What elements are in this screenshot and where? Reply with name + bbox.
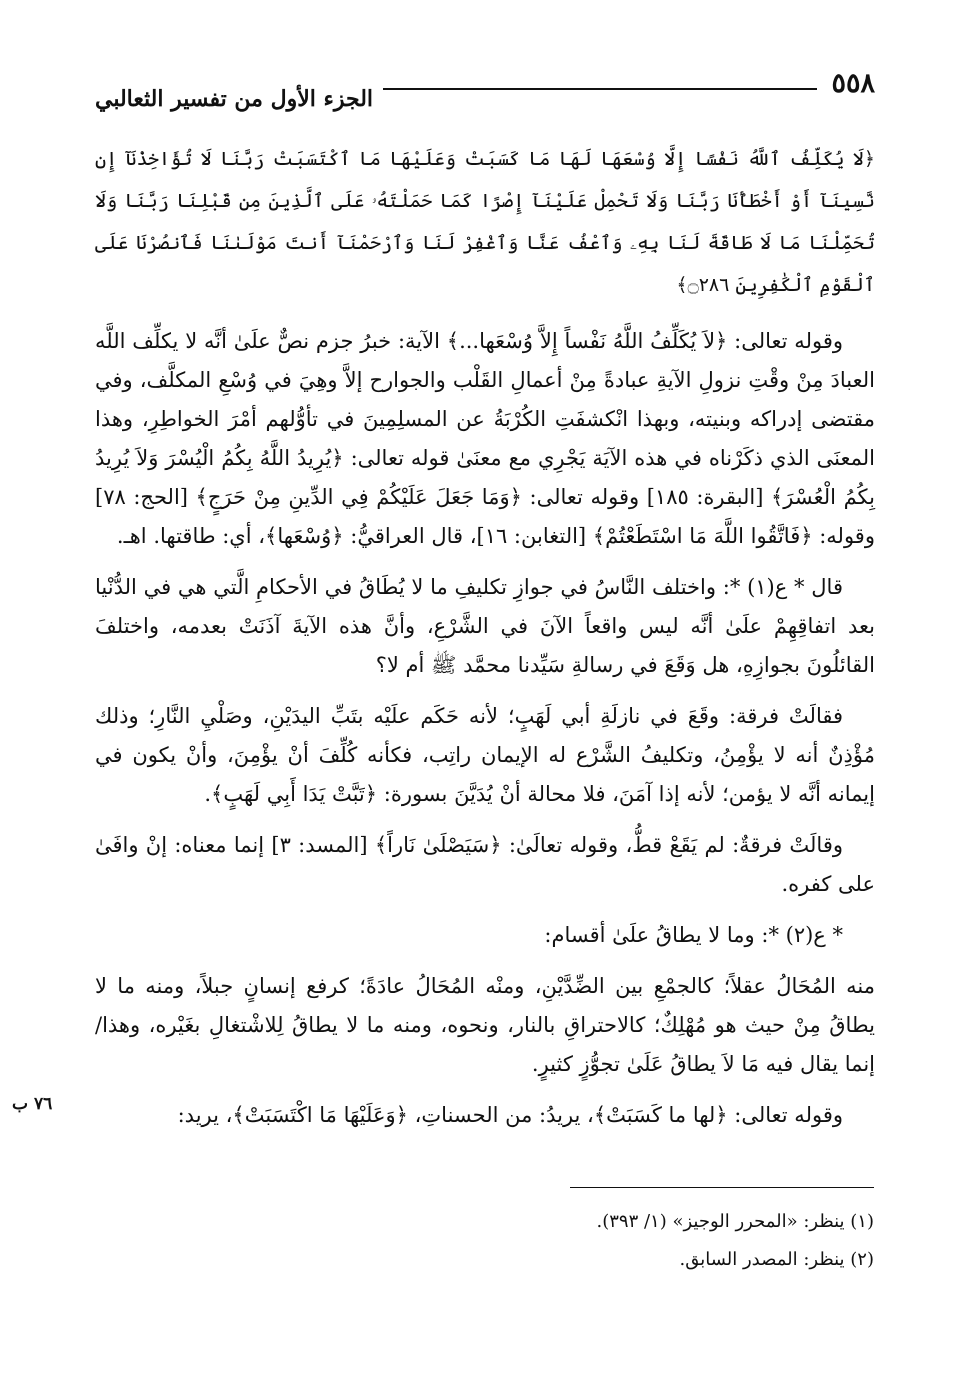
paragraph: وقوله تعالى: ﴿لاَ يُكَلِّفُ اللَّهُ نَفْساً إِلاَّ وُسْعَها...﴾ الآية: خبرُ جزم نصٌّ علَىٰ أنَّه لا يكلِّف اللَّه العبادَ مِنْ وقْتِ نزولِ الآيةِ عبادةً مِنْ أعمالِ القَلْب والجوارح إلاَّ وهِيَ في وُسْعِ المكلَّف، وفي مقتضى إدراكه وبنيته، وبهذا انْكشفَتِ الكُرْبَةُ عن المسلِمِينَ في تأوُّلهم أمْرَ الخواطِرِ، وهذا المعنَى الذي ذكَرْناه في هذه الآيَة يَجْرِي مع معنَىٰ قوله تعالى: ﴿يُرِيدُ اللَّهُ بِكُمُ الْيُسْرَ وَلاَ يُرِيدُ بِكُمُ الْعُسْرَ﴾ [البقرة: ١٨٥] وقوله تعالى: ﴿وَمَا جَعَلَ عَلَيْكُمْ فِي الدِّينِ مِنْ حَرَجٍ﴾ [الحج: ٧٨] وقوله: ﴿فَاتَّقُوا اللَّهَ مَا اسْتَطَعْتُمْ﴾ [التغابن: ١٦]، قال العراقيُّ: ﴿وُسْعَها﴾، أي: طاقتها. اهـ. xyxy=(95,329,875,548)
paragraph: قال * ع(١) *: واختلف النَّاسُ في جوازِ تكليفِ ما لا يُطَاقُ في الأحكامِ الَّتي هي في الدُّنْيا بعد اتفاقِهِمْ علَىٰ أنَّه ليس واقعاً الآنَ في الشَّرْعِ، وأنَّ هذه الآيةَ آذَنَتْ بعدمه، واختلفَ القائلُونَ بجوازِهِ، هل وَقَعَ في رسالةِ سَيِّدنا محمَّد ﷺ أم لا؟ xyxy=(95,575,875,677)
page-number: ٥٥٨ xyxy=(831,68,875,99)
quran-verse: ﴿لَا يُكَلِّفُ ٱللَّهُ نَفْسًا إِلَّا وُسْعَهَا لَهَا مَا كَسَبَتْ وَعَلَيْهَا مَا ٱكْتَسَبَتْ رَبَّنَا لَا تُؤَاخِذْنَآ إِن نَّسِينَآ أَوْ أَخْطَأْنَا رَبَّنَا وَلَا تَحْمِلْ عَلَيْنَآ إِصْرًا كَمَا حَمَلْتَهُۥ عَلَى ٱلَّذِينَ مِن قَبْلِنَا رَبَّنَا وَلَا تُحَمِّلْنَا مَا لَا طَاقَةَ لَنَا بِهِۦ وَٱعْفُ عَنَّا وَٱغْفِرْ لَنَا وَٱرْحَمْنَآ أَنتَ مَوْلَىٰنَا فَٱنصُرْنَا عَلَى ٱلْقَوْمِ ٱلْكَٰفِرِينَ ۝٢٨٦﴾ xyxy=(95,148,875,296)
footnote: (١) ينظر: «المحرر الوجيز» (١/ ٣٩٣). xyxy=(596,1211,874,1232)
manuscript-margin-note: ٧٦ ب xyxy=(12,1094,53,1114)
paragraph: منه المُحَالُ عقلاً؛ كالجمْعِ بين الضِّدَّيْنِ، ومنْه المُحَالُ عادَةً؛ كرفع إنسانٍ جبلاً، ومنه ما لا يطاقُ مِنْ حيث هو مُهْلِكٌ؛ كالاحتراقِ بالنار، ونحوه، ومنه ما لا يطاقُ لِلاشْتغالِ بغَيْره، وهذا/ إنما يقال فيه مَا لاَ يطاقُ عَلَىٰ تجوُّزٍ كثيرٍ. xyxy=(95,974,875,1076)
footnotes xyxy=(94,1205,874,1281)
main-text xyxy=(95,138,875,1147)
footnote-separator xyxy=(570,1187,874,1188)
running-title: الجزء الأول من تفسير الثعالبي xyxy=(95,86,374,112)
paragraph: وقالَتْ فرقةٌ: لم يَقَعْ قطُّ، وقوله تعالَىٰ: ﴿سَيَصْلَىٰ نَاراً﴾ [المسد: ٣] إنما معناه: إنْ وافَىٰ على كفره. xyxy=(95,833,875,896)
paragraph: وقوله تعالى: ﴿لها ما كَسَبَتْ﴾، يريدُ: من الحسناتِ، ﴿وَعَلَيْهَا مَا اكْتَسَبَتْ﴾، يريد: xyxy=(177,1103,843,1127)
page-header xyxy=(95,62,875,120)
paragraph: فقالَتْ فرقة: وقَعَ في نازلَةِ أبي لَهَبٍ؛ لأنه حَكَم علَيْه بتَبِّ اليدَيْنِ، وصَلْيِ النَّارِ؛ وذلك مُؤْذِنٌ أنه لا يؤْمِنُ، وتكليفُ الشَّرْع له الإيمان راتِب، فكأنه كُلِّفَ أنْ يؤْمِنَ، وأنْ يكون في إيمانه أنَّه لا يؤمن؛ لأنه إذا آمَنَ، فلا محالة أنْ يُدَيَّنَ بسورة: ﴿تَبَّتْ يَدَا أَبِي لَهَبٍ﴾. xyxy=(95,704,875,806)
paragraph: * ع(٢) *: وما لا يطاقُ علَىٰ أقسام: xyxy=(544,923,843,947)
footnote: (٢) ينظر: المصدر السابق. xyxy=(679,1249,874,1270)
header-rule xyxy=(383,88,817,90)
